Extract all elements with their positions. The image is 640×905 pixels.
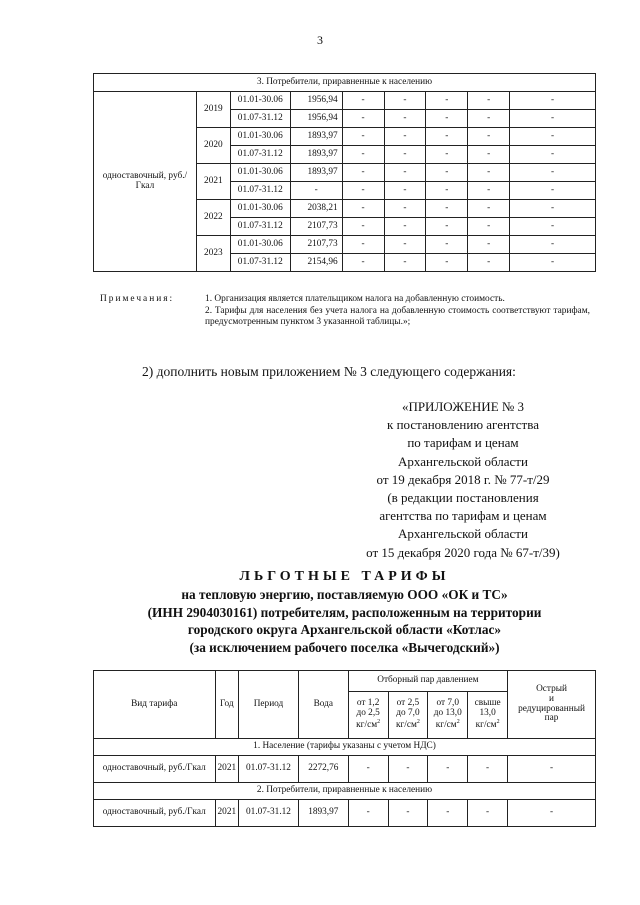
title-heading: ЛЬГОТНЫЕ ТАРИФЫ xyxy=(239,569,450,584)
header-text: до 7,0 xyxy=(396,708,420,719)
dash-cell: - xyxy=(384,254,426,272)
period-cell: 01.07-31.12 xyxy=(230,218,290,236)
dash-cell: - xyxy=(468,110,510,128)
header-year: Год xyxy=(215,671,239,739)
period-cell: 01.01-30.06 xyxy=(230,200,290,218)
header-text: пар xyxy=(544,713,559,724)
appendix-line: (в редакции постановления xyxy=(387,490,539,506)
notes-body xyxy=(205,294,590,329)
header-text: свыше xyxy=(474,698,501,709)
dash-cell: - xyxy=(468,218,510,236)
header-text: и xyxy=(549,693,555,704)
header-steam-col xyxy=(348,692,388,739)
appendix-line: по тарифам и ценам xyxy=(407,435,519,451)
unit-sup: 2 xyxy=(496,718,500,725)
dash-cell: - xyxy=(342,236,384,254)
water-cell: 2038,21 xyxy=(290,200,342,218)
section-header: 1. Население (тарифы указаны с учетом НДС) xyxy=(94,739,596,756)
notes-label: Примечания: xyxy=(100,294,175,304)
header-text: 13,0 xyxy=(479,708,496,719)
header-text xyxy=(470,719,505,731)
water-cell: 2154,96 xyxy=(290,254,342,272)
dash-cell: - xyxy=(348,756,388,783)
section-header: 3. Потребители, приравненные к населению xyxy=(94,74,596,92)
dash-cell: - xyxy=(342,146,384,164)
unit-sup: 2 xyxy=(377,718,381,725)
period-cell: 01.01-30.06 xyxy=(230,236,290,254)
water-cell: 1893,97 xyxy=(298,800,348,827)
year-cell: 2022 xyxy=(196,200,230,236)
header-steam-col xyxy=(388,692,428,739)
dash-cell: - xyxy=(384,146,426,164)
note-item: 2. Тарифы для населения без учета налога на добавленную стоимость соответствуют тарифам, предусмотренным пунктом 3 указанной таблицы.»; xyxy=(205,305,590,327)
appendix-line: Архангельской области xyxy=(398,453,528,469)
unit-sup: 2 xyxy=(456,718,460,725)
page-number: 3 xyxy=(317,33,323,47)
water-cell: 2272,76 xyxy=(298,756,348,783)
dash-cell: - xyxy=(342,200,384,218)
period-cell: 01.07-31.12 xyxy=(239,800,299,827)
header-steam-col xyxy=(428,692,468,739)
header-text xyxy=(430,719,465,731)
year-cell: 2020 xyxy=(196,128,230,164)
dash-cell: - xyxy=(468,128,510,146)
water-cell: - xyxy=(290,182,342,200)
dash-cell: - xyxy=(426,236,468,254)
header-sharp-steam xyxy=(508,671,596,739)
water-cell: 1893,97 xyxy=(290,164,342,182)
period-cell: 01.01-30.06 xyxy=(230,92,290,110)
year-cell: 2021 xyxy=(196,164,230,200)
water-cell: 1956,94 xyxy=(290,92,342,110)
dash-cell: - xyxy=(342,182,384,200)
dash-cell: - xyxy=(510,146,596,164)
dash-cell: - xyxy=(384,182,426,200)
period-cell: 01.07-31.12 xyxy=(230,110,290,128)
header-tariff-type: Вид тарифа xyxy=(94,671,216,739)
dash-cell: - xyxy=(384,164,426,182)
dash-cell: - xyxy=(468,254,510,272)
water-cell: 1893,97 xyxy=(290,128,342,146)
tariff-type-cell: одноставочный, руб./Гкал xyxy=(94,92,197,272)
header-text xyxy=(391,719,426,731)
year-cell: 2021 xyxy=(215,756,239,783)
dash-cell: - xyxy=(510,110,596,128)
dash-cell: - xyxy=(388,756,428,783)
appendix-block xyxy=(330,398,596,562)
water-cell: 1893,97 xyxy=(290,146,342,164)
water-cell: 1956,94 xyxy=(290,110,342,128)
unit-text: кг/см xyxy=(356,719,378,730)
unit-text: кг/см xyxy=(475,719,497,730)
water-cell: 2107,73 xyxy=(290,236,342,254)
dash-cell: - xyxy=(342,164,384,182)
dash-cell: - xyxy=(508,800,596,827)
dash-cell: - xyxy=(384,128,426,146)
dash-cell: - xyxy=(426,110,468,128)
header-steam: Отборный пар давлением xyxy=(348,671,507,692)
header-text: редуцированный xyxy=(518,703,585,714)
header-text: до 13,0 xyxy=(433,708,462,719)
amendment-text: 2) дополнить новым приложением № 3 следующего содержания: xyxy=(142,364,516,379)
dash-cell: - xyxy=(342,110,384,128)
dash-cell: - xyxy=(510,182,596,200)
dash-cell: - xyxy=(342,128,384,146)
dash-cell: - xyxy=(426,200,468,218)
dash-cell: - xyxy=(426,92,468,110)
dash-cell: - xyxy=(510,128,596,146)
tariff-table-benefits xyxy=(93,670,596,827)
header-water: Вода xyxy=(298,671,348,739)
appendix-line: от 19 декабря 2018 г. № 77-т/29 xyxy=(376,471,550,487)
dash-cell: - xyxy=(384,236,426,254)
dash-cell: - xyxy=(384,200,426,218)
period-cell: 01.07-31.12 xyxy=(230,146,290,164)
tariff-type-cell: одноставочный, руб./Гкал xyxy=(94,800,216,827)
note-item: 1. Организация является плательщиком налога на добавленную стоимость. xyxy=(205,294,505,304)
section-header: 2. Потребители, приравненные к населению xyxy=(94,783,596,800)
header-steam-col xyxy=(468,692,508,739)
dash-cell: - xyxy=(342,254,384,272)
appendix-line: от 15 декабря 2020 года № 67-т/39) xyxy=(366,544,560,560)
dash-cell: - xyxy=(426,254,468,272)
dash-cell: - xyxy=(468,200,510,218)
dash-cell: - xyxy=(428,756,468,783)
dash-cell: - xyxy=(510,164,596,182)
dash-cell: - xyxy=(468,756,508,783)
appendix-line: к постановлению агентства xyxy=(387,417,539,433)
document-title xyxy=(93,568,596,657)
dash-cell: - xyxy=(510,254,596,272)
dash-cell: - xyxy=(468,92,510,110)
title-line: (за исключением рабочего поселка «Вычегодский») xyxy=(189,640,500,656)
header-text: от 1,2 xyxy=(356,698,380,709)
period-cell: 01.07-31.12 xyxy=(230,254,290,272)
appendix-line: Архангельской области xyxy=(398,526,528,542)
title-line: на тепловую энергию, поставляемую ООО «ОК и ТС» xyxy=(181,586,508,602)
tariff-table-consumers xyxy=(93,73,596,272)
dash-cell: - xyxy=(510,200,596,218)
dash-cell: - xyxy=(468,236,510,254)
appendix-line: агентства по тарифам и ценам xyxy=(379,508,547,524)
dash-cell: - xyxy=(468,800,508,827)
appendix-line: «ПРИЛОЖЕНИЕ № 3 xyxy=(401,399,525,414)
dash-cell: - xyxy=(510,92,596,110)
header-period: Период xyxy=(239,671,299,739)
unit-text: кг/см xyxy=(435,719,457,730)
period-cell: 01.01-30.06 xyxy=(230,128,290,146)
header-text: от 7,0 xyxy=(436,698,460,709)
header-text: до 2,5 xyxy=(356,708,380,719)
dash-cell: - xyxy=(426,182,468,200)
title-line: городского округа Архангельской области «Котлас» xyxy=(187,622,502,638)
dash-cell: - xyxy=(348,800,388,827)
dash-cell: - xyxy=(426,146,468,164)
period-cell: 01.07-31.12 xyxy=(230,182,290,200)
period-cell: 01.01-30.06 xyxy=(230,164,290,182)
header-text: от 2,5 xyxy=(396,698,420,709)
dash-cell: - xyxy=(384,110,426,128)
year-cell: 2023 xyxy=(196,236,230,272)
header-text xyxy=(351,719,386,731)
dash-cell: - xyxy=(384,92,426,110)
dash-cell: - xyxy=(426,218,468,236)
unit-text: кг/см xyxy=(395,719,417,730)
year-cell: 2019 xyxy=(196,92,230,128)
dash-cell: - xyxy=(384,218,426,236)
dash-cell: - xyxy=(468,146,510,164)
dash-cell: - xyxy=(468,164,510,182)
title-line: (ИНН 2904030161) потребителям, расположенным на территории xyxy=(147,604,542,620)
dash-cell: - xyxy=(468,182,510,200)
dash-cell: - xyxy=(510,236,596,254)
water-cell: 2107,73 xyxy=(290,218,342,236)
year-cell: 2021 xyxy=(215,800,239,827)
dash-cell: - xyxy=(426,128,468,146)
tariff-type-cell: одноставочный, руб./Гкал xyxy=(94,756,216,783)
unit-sup: 2 xyxy=(416,718,420,725)
header-text: Острый xyxy=(536,684,567,694)
dash-cell: - xyxy=(508,756,596,783)
dash-cell: - xyxy=(428,800,468,827)
dash-cell: - xyxy=(426,164,468,182)
dash-cell: - xyxy=(342,92,384,110)
dash-cell: - xyxy=(510,218,596,236)
dash-cell: - xyxy=(388,800,428,827)
dash-cell: - xyxy=(342,218,384,236)
period-cell: 01.07-31.12 xyxy=(239,756,299,783)
